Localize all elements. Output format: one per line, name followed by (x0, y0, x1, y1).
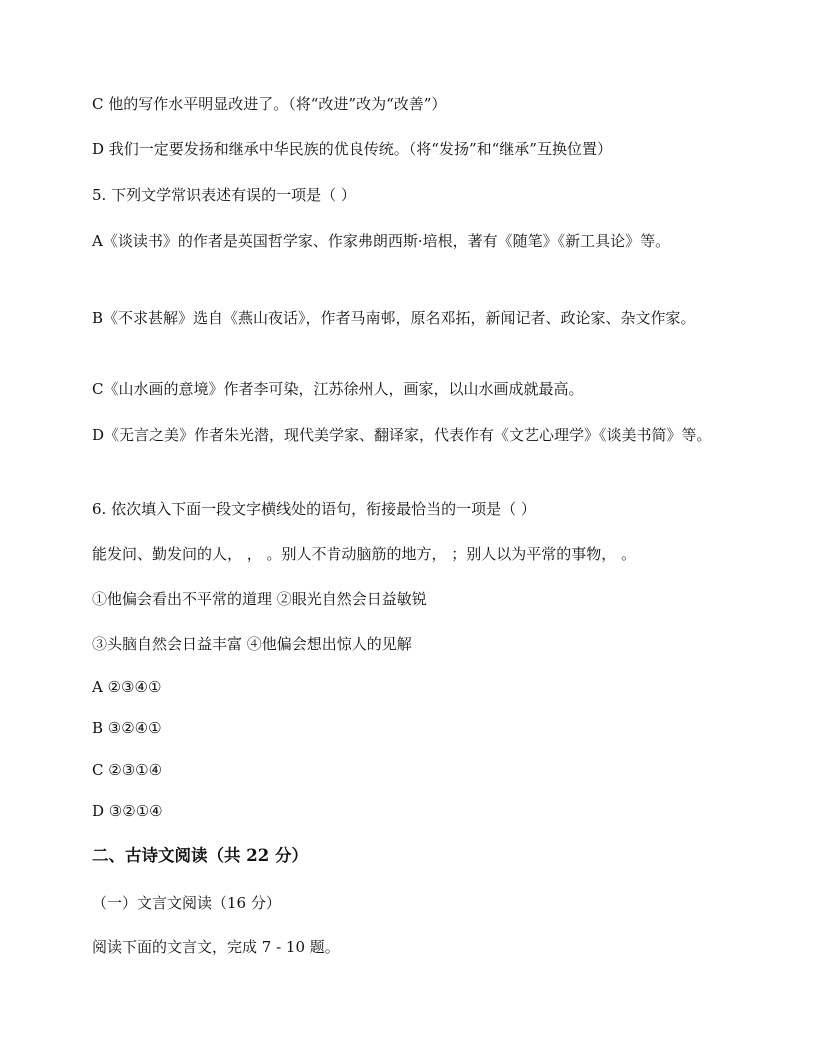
question-6-choices-1-2: ①他偏会看出不平常的道理 ②眼光自然会日益敏锐 (92, 590, 427, 608)
question-6-stem: 6. 依次填入下面一段文字横线处的语句，衔接最恰当的一项是（ ） (92, 500, 536, 518)
question-5-option-b: B《不求甚解》选自《燕山夜话》，作者马南邨，原名邓拓，新闻记者、政论家、杂文作家。 (92, 309, 696, 327)
question-5-option-a: A《谈读书》的作者是英国哲学家、作家弗朗西斯·培根，著有《随笔》《新工具论》等。 (92, 232, 671, 250)
question-5-stem: 5. 下列文学常识表述有误的一项是（ ） (92, 186, 356, 204)
question-6-option-b: B ③②④① (92, 719, 162, 737)
option-c-q4: C 他的写作水平明显改进了。（将“改进”改为“改善”） (92, 95, 447, 113)
option-d-q4: D 我们一定要发扬和继承中华民族的优良传统。（将“发扬”和“继承”互换位置） (92, 140, 612, 158)
question-6-option-c: C ②③①④ (92, 761, 163, 779)
question-5-option-c: C《山水画的意境》作者李可染，江苏徐州人，画家，以山水画成就最高。 (92, 380, 584, 398)
section-heading: 二、古诗文阅读（共 22 分） (92, 846, 308, 865)
question-6-option-a: A ②③④① (92, 678, 162, 696)
question-6-choices-3-4: ③头脑自然会日益丰富 ④他偏会想出惊人的见解 (92, 635, 412, 653)
reading-instruction: 阅读下面的文言文，完成 7 - 10 题。 (92, 938, 340, 956)
question-6-option-d: D ③②①④ (92, 802, 163, 820)
question-6-passage: 能发问、勤发问的人， ， 。别人不肯动脑筋的地方， ；别人以为平常的事物， 。 (92, 545, 637, 563)
question-5-option-d: D《无言之美》作者朱光潜，现代美学家、翻译家，代表作有《文艺心理学》《谈美书简》等。 (92, 426, 712, 444)
subsection-heading: （一）文言文阅读（16 分） (92, 894, 281, 912)
